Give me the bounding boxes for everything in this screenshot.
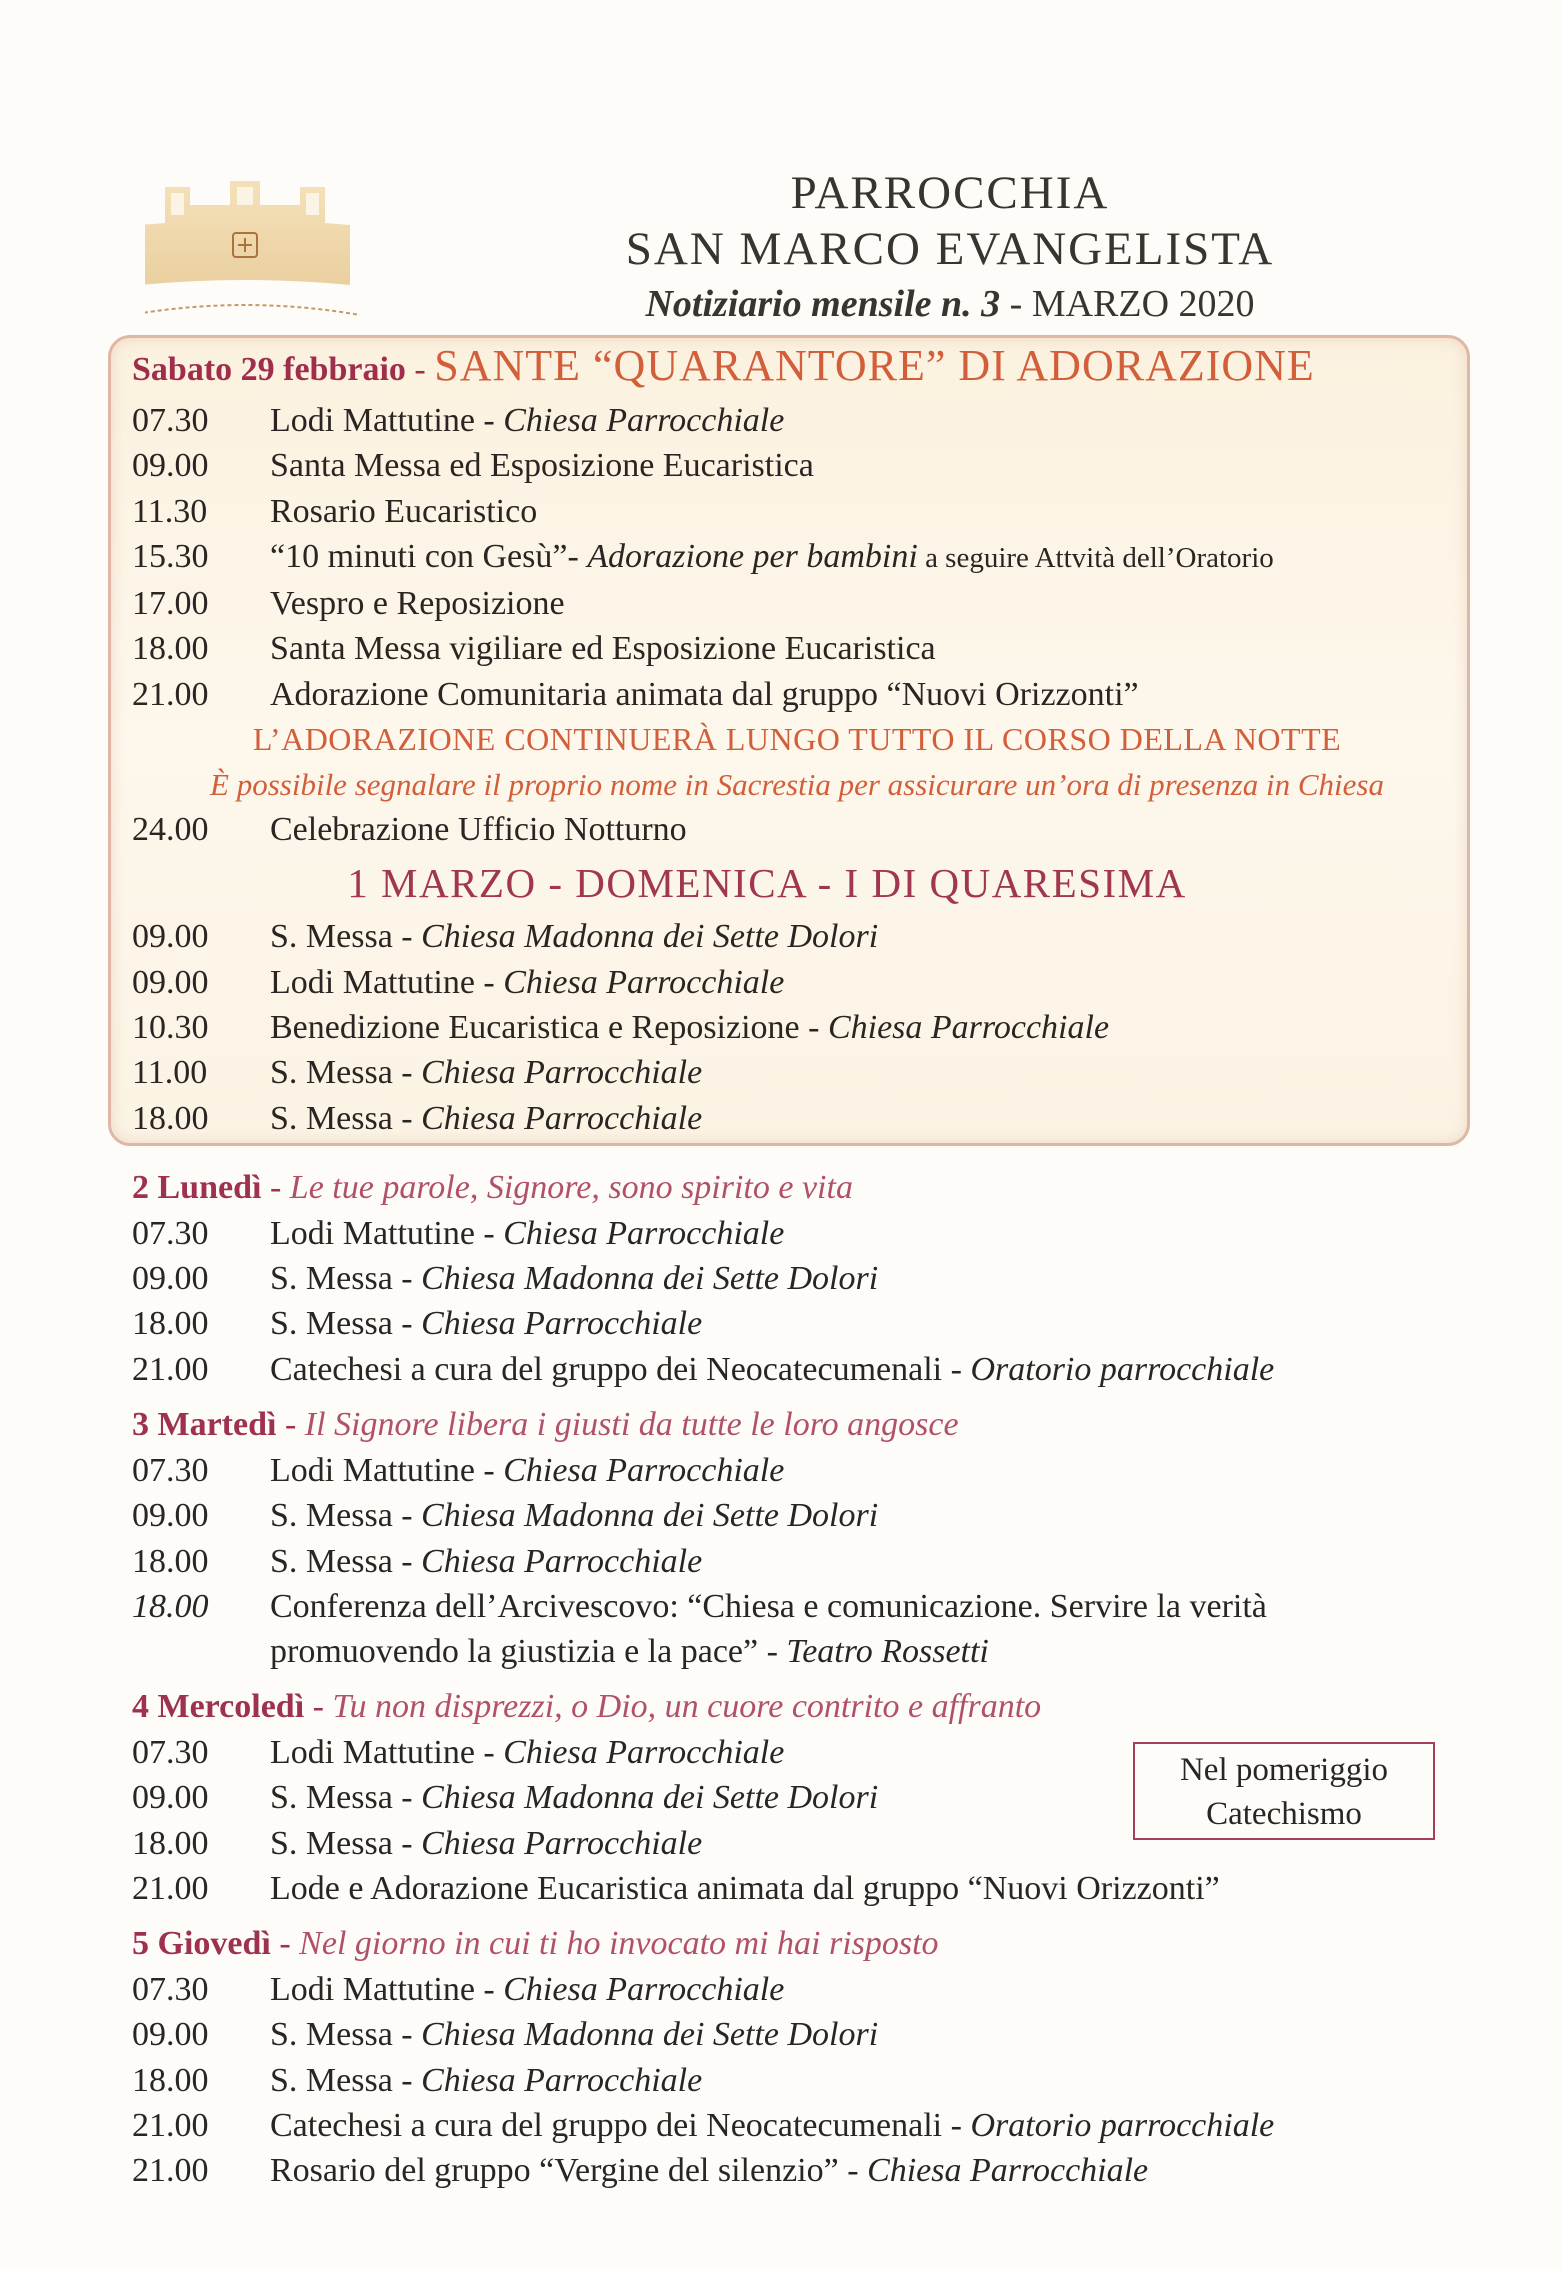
schedule-row: 11.00 S. Messa - Chiesa Parrocchiale [132,1054,703,1092]
giovedi-heading: 5 Giovedì - Nel giorno in cui ti ho invocato mi hai risposto [132,1925,939,1963]
parish-name: SAN MARCO EVANGELISTA [625,223,1275,275]
page-header [560,165,1340,331]
schedule-row: 09.00 S. Messa - Chiesa Madonna dei Sette Dolori [132,1497,879,1535]
sabato-heading: Sabato 29 febbraio - SANTE “QUARANTORE” DI ADORAZIONE [132,341,1315,390]
schedule-row: 07.30 Lodi Mattutine - Chiesa Parrocchiale [132,1214,785,1252]
newsletter-title: Notiziario mensile n. 3 [645,283,1001,325]
church-logo-icon [145,175,445,325]
newsletter-date: MARZO 2020 [1031,283,1255,325]
schedule-row: 21.00 Adorazione Comunitaria animata dal gruppo “Nuovi Orizzonti” [132,675,1139,713]
schedule-row: 07.30 Lodi Mattutine - Chiesa Parrocchiale [132,1452,785,1490]
schedule-row: 17.00 Vespro e Reposizione [132,585,565,623]
schedule-row: 07.30 Lodi Mattutine - Chiesa Parrocchiale [132,1733,785,1771]
lunedi-heading: 2 Lunedì - Le tue parole, Signore, sono spirito e vita [132,1168,853,1206]
schedule-row: 09.00 S. Messa - Chiesa Madonna dei Sette Dolori [132,1260,879,1298]
schedule-row: 21.00 Rosario del gruppo “Vergine del silenzio” - Chiesa Parrocchiale [132,2152,1149,2190]
catechismo-box: Nel pomeriggio Catechismo [1133,1742,1435,1840]
schedule-row: 24.00 Celebrazione Ufficio Notturno [132,811,687,849]
conference-row: 18.00 Conferenza dell’Arcivescovo: “Chiesa e comunicazione. Servire la verità promuovendo la giustizia e la pace” - Teatro Rossetti [132,1587,1267,1670]
schedule-row: 09.00 Lodi Mattutine - Chiesa Parrocchiale [132,963,785,1001]
schedule-row: 09.00 Santa Messa ed Esposizione Eucaristica [132,447,814,485]
schedule-row: 09.00 S. Messa - Chiesa Madonna dei Sette Dolori [132,1779,879,1817]
schedule-row: 09.00 S. Messa - Chiesa Madonna dei Sette Dolori [132,918,879,956]
schedule-row: 21.00 Catechesi a cura del gruppo dei Neocatecumenali - Oratorio parrocchiale [132,2107,1275,2145]
schedule-row: 18.00 S. Messa - Chiesa Parrocchiale [132,2061,703,2099]
schedule-row: 15.30 “10 minuti con Gesù”- Adorazione per bambini a seguire Attvità dell’Oratorio [132,537,1274,575]
quarantore-title: SANTE “QUARANTORE” DI ADORAZIONE [434,341,1315,390]
mercoledi-heading: 4 Mercoledì - Tu non disprezzi, o Dio, un cuore contrito e affranto [132,1687,1042,1725]
martedi-heading: 3 Martedì - Il Signore libera i giusti da tutte le loro angosce [132,1406,959,1444]
parish-label: PARROCCHIA [790,167,1110,219]
schedule-row: 18.00 S. Messa - Chiesa Parrocchiale [132,1099,703,1137]
schedule-row: 21.00 Lode e Adorazione Eucaristica animata dal gruppo “Nuovi Orizzonti” [132,1869,1220,1907]
domenica-heading: 1 MARZO - DOMENICA - I DI QUARESIMA [347,860,1187,907]
sacristy-notice: È possibile segnalare il proprio nome in Sacrestia per assicurare un’ora di presenza in Chiesa [210,767,1384,803]
schedule-row: 10.30 Benedizione Eucaristica e Reposizione - Chiesa Parrocchiale [132,1008,1110,1046]
schedule-row: 18.00 S. Messa - Chiesa Parrocchiale [132,1542,703,1580]
schedule-row: 07.30 Lodi Mattutine - Chiesa Parrocchiale [132,402,785,439]
schedule-row: 18.00 Santa Messa vigiliare ed Esposizione Eucaristica [132,630,936,668]
adoration-notice: L’ADORAZIONE CONTINUERÀ LUNGO TUTTO IL CORSO DELLA NOTTE [252,721,1342,758]
newsletter-line: Notiziario mensile n. 3 - MARZO 2020 [645,283,1255,325]
schedule-row: 11.30 Rosario Eucaristico [132,492,538,530]
schedule [132,338,1462,2194]
schedule-row: 18.00 S. Messa - Chiesa Parrocchiale [132,1824,703,1862]
schedule-row: 07.30 Lodi Mattutine - Chiesa Parrocchiale [132,1971,785,2009]
schedule-row: 09.00 S. Messa - Chiesa Madonna dei Sette Dolori [132,2016,879,2054]
schedule-row: 18.00 S. Messa - Chiesa Parrocchiale [132,1305,703,1343]
schedule-row: 21.00 Catechesi a cura del gruppo dei Neocatecumenali - Oratorio parrocchiale [132,1350,1275,1388]
